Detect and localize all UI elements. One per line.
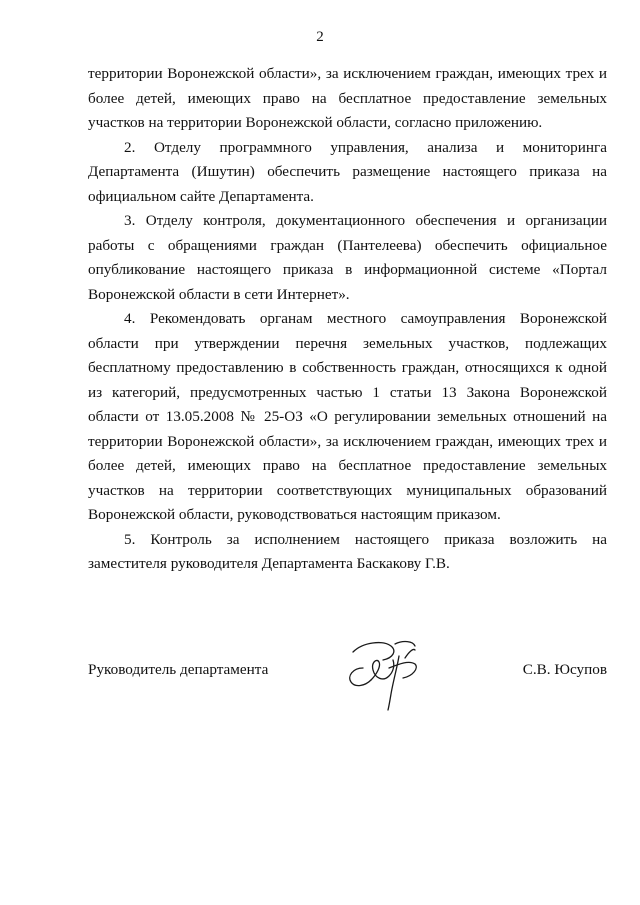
signatory-title: Руководитель департамента bbox=[88, 661, 269, 678]
paragraph-item-2: 2. Отделу программного управления, анализа и мониторинга Департамента (Ишутин) обеспечить размещение настоящего приказа на официальном сайте Департамента. bbox=[88, 138, 607, 205]
paragraph-item-4: 4. Рекомендовать органам местного самоуправления Воронежской области при утверждении перечня земельных участков, подлежащих бесплатному предоставлению в собственность граждан, относящихся к одной из категорий, предусмотренных частью 1 статьи 13 Закона Воронежской области от 13.05.2008 № 25-ОЗ «О регулировании земельных отношений на территории Воронежской области», за исключением граждан, имеющих трех и более детей, имеющих право на бесплатное предоставление земельных участков на территории соответствующих муниципальных образований Воронежской области, руководствоваться настоящим приказом. bbox=[88, 310, 607, 523]
paragraph-item-5: 5. Контроль за исполнением настоящего приказа возложить на заместителя руководителя Департамента Баскакову Г.В. bbox=[88, 530, 607, 572]
document-body bbox=[88, 62, 607, 577]
signatory-name: С.В. Юсупов bbox=[522, 661, 607, 678]
handwritten-signature-icon bbox=[333, 638, 443, 713]
page-number: 2 bbox=[316, 29, 324, 45]
paragraph-continuation: территории Воронежской области», за исключением граждан, имеющих трех и более детей, имеющих право на бесплатное предоставление земельных участков на территории Воронежской области, согласно приложению. bbox=[88, 65, 607, 131]
paragraph-item-3: 3. Отделу контроля, документационного обеспечения и организации работы с обращениями граждан (Пантелеева) обеспечить официальное опубликование настоящего приказа в информационной системе «Портал Воронежской области в сети Интернет». bbox=[88, 212, 607, 303]
signature-block bbox=[88, 658, 607, 718]
